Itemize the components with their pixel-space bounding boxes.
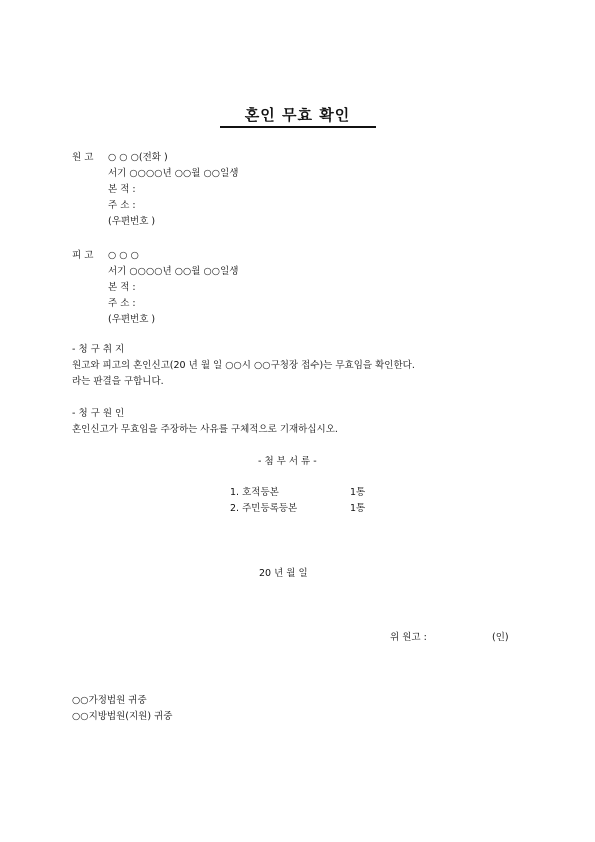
date-line: 20 년 월 일: [259, 568, 308, 579]
defendant-label: 피 고: [72, 250, 94, 261]
attachments-heading: - 첨 부 서 류 -: [258, 456, 317, 467]
claim-cause-line1: 혼인신고가 무효임을 주장하는 사유를 구체적으로 기재하십시오.: [72, 424, 338, 435]
claim-purpose-line1: 원고와 피고의 혼인신고(20 년 월 일 ○○시 ○○구청장 접수)는 무효임을 확인한다.: [72, 360, 415, 371]
plaintiff-domicile: 본 적 :: [108, 184, 136, 195]
recipient-district-court: ○○지방법원(지원) 귀중: [72, 711, 173, 722]
attachment-item-name: 1. 호적등본: [230, 487, 279, 498]
defendant-birth: 서기 ○○○○년 ○○월 ○○일생: [108, 266, 239, 277]
signature-label: 위 원고 :: [390, 632, 427, 643]
defendant-address: 주 소 :: [108, 298, 136, 309]
plaintiff-name: ○ ○ ○(전화 ): [108, 152, 168, 163]
title-underline: [220, 126, 376, 128]
claim-purpose-line2: 라는 판결을 구합니다.: [72, 376, 164, 387]
claim-cause-heading: - 청 구 원 인: [72, 408, 125, 419]
document-title: 혼인 무효 확인: [244, 106, 351, 124]
recipient-family-court: ○○가정법원 귀중: [72, 695, 147, 706]
plaintiff-address: 주 소 :: [108, 200, 136, 211]
plaintiff-birth: 서기 ○○○○년 ○○월 ○○일생: [108, 168, 239, 179]
plaintiff-postal: (우편번호 ): [108, 216, 156, 227]
defendant-domicile: 본 적 :: [108, 282, 136, 293]
attachment-item-count: 1통: [350, 503, 366, 514]
defendant-postal: (우편번호 ): [108, 314, 156, 325]
claim-purpose-heading: - 청 구 취 지: [72, 344, 125, 355]
plaintiff-label: 원 고: [72, 152, 94, 163]
attachment-item-count: 1통: [350, 487, 366, 498]
attachment-item-name: 2. 주민등록등본: [230, 503, 298, 514]
signature-seal: (인): [492, 632, 509, 643]
defendant-name: ○ ○ ○: [108, 250, 139, 261]
